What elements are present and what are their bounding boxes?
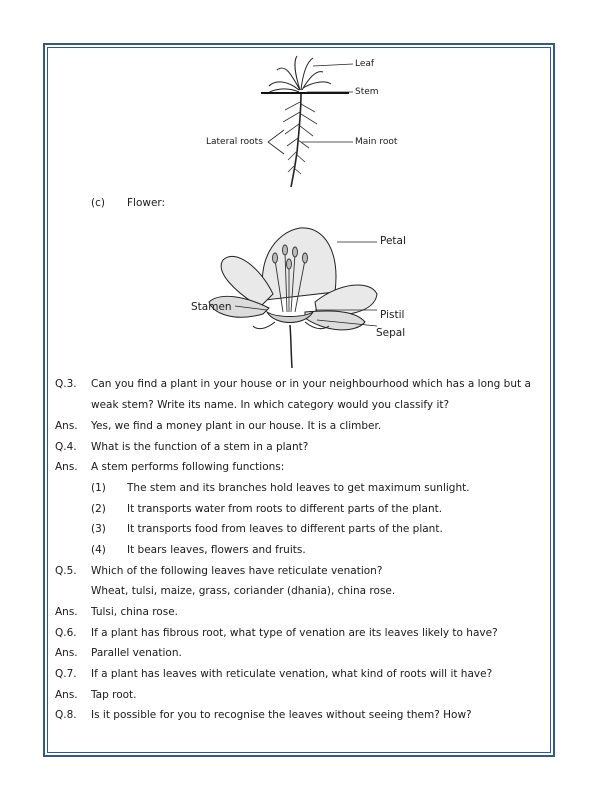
plant-root-diagram bbox=[255, 52, 355, 192]
leaf-label: Leaf bbox=[355, 59, 375, 69]
a7-text: Tap root. bbox=[91, 689, 137, 701]
q8-label: Q.8. bbox=[55, 709, 77, 721]
stamen-label: Stamen bbox=[191, 301, 232, 313]
q7-label: Q.7. bbox=[55, 668, 77, 680]
lateral-roots-bracket bbox=[266, 128, 286, 158]
section-c-marker: (c) bbox=[91, 197, 105, 209]
q4-label: Q.4. bbox=[55, 441, 77, 453]
q3-text-line1: Can you find a plant in your house or in your neighbourhood which has a long but a bbox=[91, 378, 531, 390]
a4-item-4-num: (4) bbox=[91, 544, 106, 556]
a6-label: Ans. bbox=[55, 647, 78, 659]
q8-text: Is it possible for you to recognise the leaves without seeing them? How? bbox=[91, 709, 472, 721]
q5-text-line2: Wheat, tulsi, maize, grass, coriander (dhania), china rose. bbox=[91, 585, 396, 597]
a7-label: Ans. bbox=[55, 689, 78, 701]
pistil-label: Pistil bbox=[380, 309, 405, 321]
q4-text: What is the function of a stem in a plant? bbox=[91, 441, 309, 453]
petal-label: Petal bbox=[380, 235, 406, 247]
sepal-label: Sepal bbox=[376, 327, 406, 339]
main-root-label: Main root bbox=[355, 137, 398, 147]
a4-text: A stem performs following functions: bbox=[91, 461, 285, 473]
a4-item-3-text: It transports food from leaves to different parts of the plant. bbox=[127, 523, 443, 535]
q3-text-line2: weak stem? Write its name. In which category would you classify it? bbox=[91, 399, 450, 411]
a4-item-1-text: The stem and its branches hold leaves to get maximum sunlight. bbox=[127, 482, 470, 494]
q3-label: Q.3. bbox=[55, 378, 77, 390]
a5-label: Ans. bbox=[55, 606, 78, 618]
a5-text: Tulsi, china rose. bbox=[91, 606, 179, 618]
a3-text: Yes, we find a money plant in our house. It is a climber. bbox=[91, 420, 382, 432]
a4-label: Ans. bbox=[55, 461, 78, 473]
a4-item-4-text: It bears leaves, flowers and fruits. bbox=[127, 544, 306, 556]
q5-text-line1: Which of the following leaves have reticulate venation? bbox=[91, 565, 383, 577]
stem-label: Stem bbox=[355, 87, 379, 97]
section-c-title: Flower: bbox=[127, 197, 166, 209]
q6-label: Q.6. bbox=[55, 627, 77, 639]
a4-item-1-num: (1) bbox=[91, 482, 106, 494]
a4-item-3-num: (3) bbox=[91, 523, 106, 535]
a6-text: Parallel venation. bbox=[91, 647, 182, 659]
a4-item-2-num: (2) bbox=[91, 503, 106, 515]
a3-label: Ans. bbox=[55, 420, 78, 432]
q7-text: If a plant has leaves with reticulate venation, what kind of roots will it have? bbox=[91, 668, 493, 680]
q5-label: Q.5. bbox=[55, 565, 77, 577]
q6-text: If a plant has fibrous root, what type of venation are its leaves likely to have? bbox=[91, 627, 498, 639]
flower-diagram bbox=[205, 222, 380, 370]
lateral-roots-label: Lateral roots bbox=[206, 137, 263, 147]
a4-item-2-text: It transports water from roots to different parts of the plant. bbox=[127, 503, 443, 515]
